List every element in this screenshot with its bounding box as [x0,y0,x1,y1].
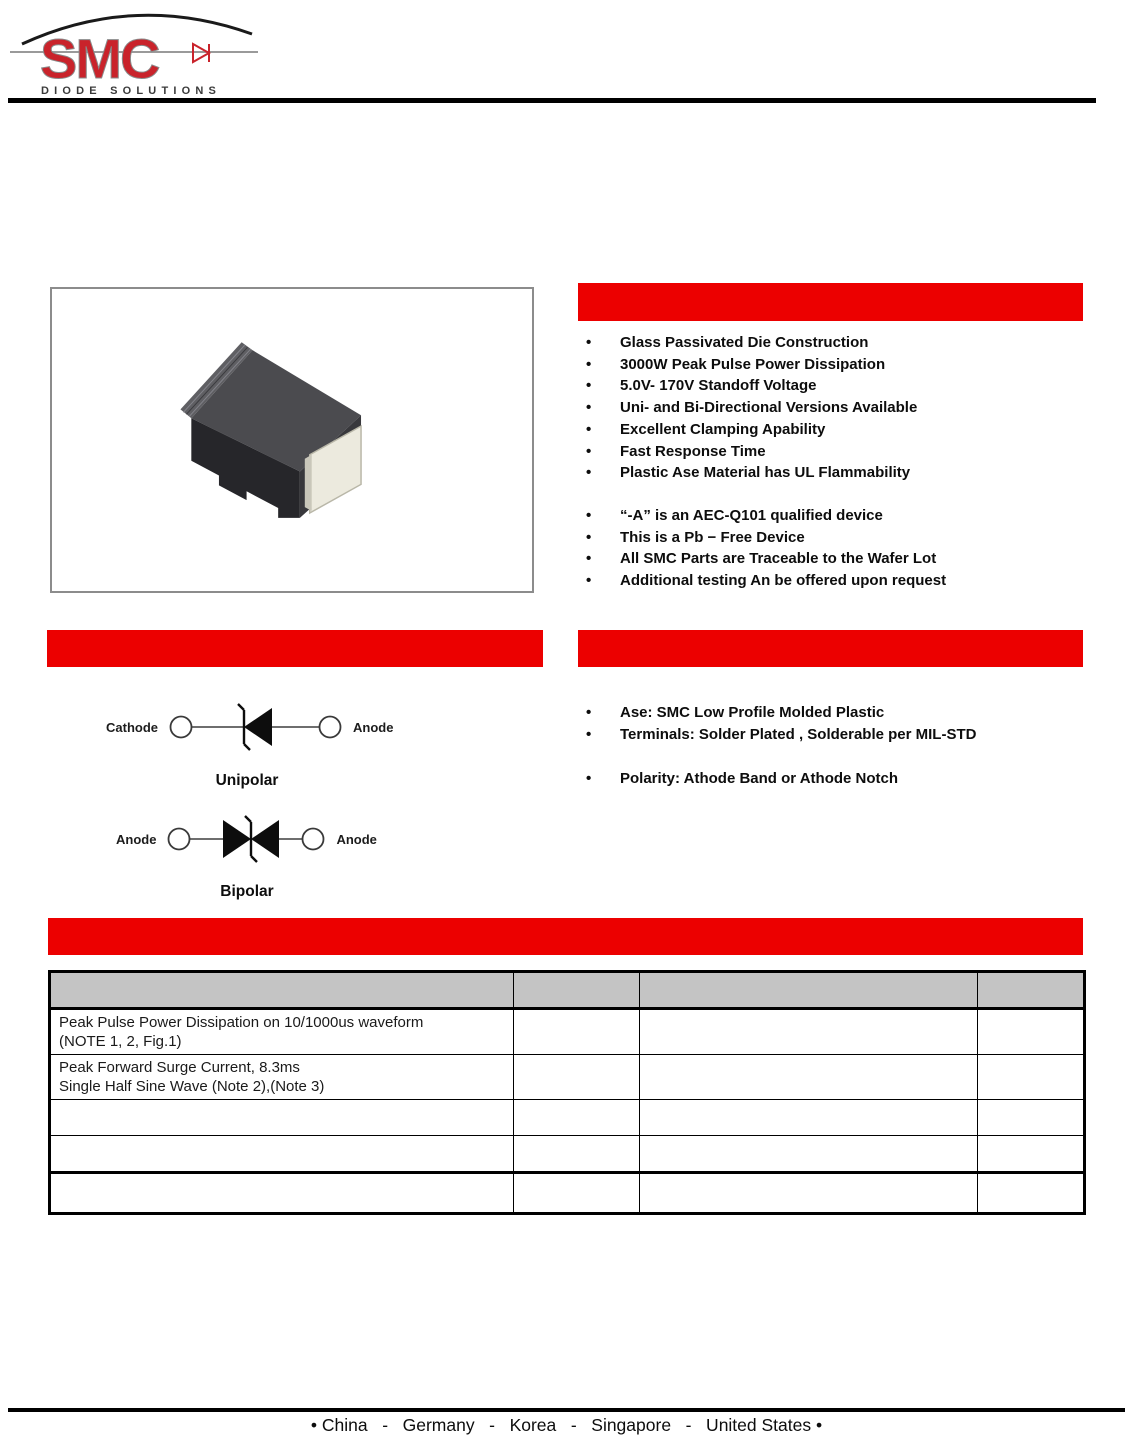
bipolar-diode-icon [166,814,326,864]
table-cell [50,1100,514,1136]
table-cell [640,1055,978,1100]
mechanical-item: • Ase: SMC Low Profile Molded Plastic [578,702,1083,724]
product-image-box [50,287,534,593]
mechanical-item: • Terminals: Solder Plated , Solderable per MIL-STD [578,724,1083,746]
table-row [50,1055,1085,1100]
bipolar-left-label: Anode [116,831,157,847]
table-cell [978,1173,1085,1214]
ratings-table [48,970,1086,1215]
bipolar-right-label: Anode [336,831,377,847]
feature-item: • 5.0V- 170V Standoff Voltage [578,375,1083,397]
table-cell [640,1173,978,1214]
feature-item: • Glass Passivated Die Construction [578,332,1083,354]
feature-item: • Excellent Clamping Apability [578,419,1083,441]
table-cell [978,1136,1085,1173]
footer-rule [8,1408,1125,1412]
table-header-row [50,972,1085,1009]
table-cell [640,1100,978,1136]
unipolar-diode-icon [168,702,343,752]
table-cell [514,1055,640,1100]
symbols-section-banner [47,630,543,667]
table-header-cell [978,972,1085,1009]
unipolar-left-label: Cathode [106,719,158,735]
unipolar-right-label: Anode [353,719,394,735]
table-cell [978,1009,1085,1055]
table-cell [978,1100,1085,1136]
mechanical-extra-list [578,768,1083,790]
table-cell [514,1009,640,1055]
smc-logo [10,4,260,99]
logo-tagline: DIODE SOLUTIONS [41,85,222,97]
feature-item: • All SMC Parts are Traceable to the Wafer Lot [578,548,1083,570]
table-cell [978,1055,1085,1100]
feature-item: • 3000W Peak Pulse Power Dissipation [578,354,1083,376]
feature-item: • Uni- and Bi-Directional Versions Available [578,397,1083,419]
table-cell [514,1100,640,1136]
features-extra-list [578,505,1083,592]
table-row [50,1173,1085,1214]
unipolar-symbol [106,702,393,752]
mechanical-section-banner [578,630,1083,667]
table-row [50,1136,1085,1173]
table-header-cell [640,972,978,1009]
table-cell [640,1136,978,1173]
features-section-banner [578,283,1083,321]
bipolar-symbol [116,814,377,864]
feature-item: • Fast Response Time [578,441,1083,463]
table-cell [50,1136,514,1173]
features-list [578,332,1083,484]
table-cell [514,1136,640,1173]
table-header-cell [514,972,640,1009]
cell-text-line: Peak Pulse Power Dissipation on 10/1000us waveform [59,1014,424,1031]
feature-item: • “-A” is an AEC-Q101 qualified device [578,505,1083,527]
mechanical-list [578,702,1083,745]
table-cell [514,1173,640,1214]
unipolar-caption: Unipolar [215,772,279,789]
logo-brand-text: SMC [40,27,159,90]
feature-item: • This is a Pb − Free Device [578,527,1083,549]
cell-text-line: Single Half Sine Wave (Note 2),(Note 3) [59,1078,325,1095]
table-cell-characteristic [50,1009,514,1055]
table-row [50,1009,1085,1055]
ratings-section-banner [48,918,1083,955]
table-cell [50,1173,514,1214]
table-row [50,1100,1085,1136]
table-header-cell [50,972,514,1009]
feature-item: • Additional testing An be offered upon request [578,570,1083,592]
footer-regions: • China - Germany - Korea - Singapore - United States • [310,1415,823,1435]
table-cell-characteristic [50,1055,514,1100]
cell-text-line: (NOTE 1, 2, Fig.1) [59,1033,182,1050]
table-cell [640,1009,978,1055]
feature-item: • Plastic Ase Material has UL Flammability [578,462,1083,484]
bipolar-caption: Bipolar [220,883,274,900]
mechanical-item: • Polarity: Athode Band or Athode Notch [578,768,1083,790]
cell-text-line: Peak Forward Surge Current, 8.3ms [59,1059,300,1076]
header-rule [8,98,1096,103]
smc-package-image [52,289,528,587]
